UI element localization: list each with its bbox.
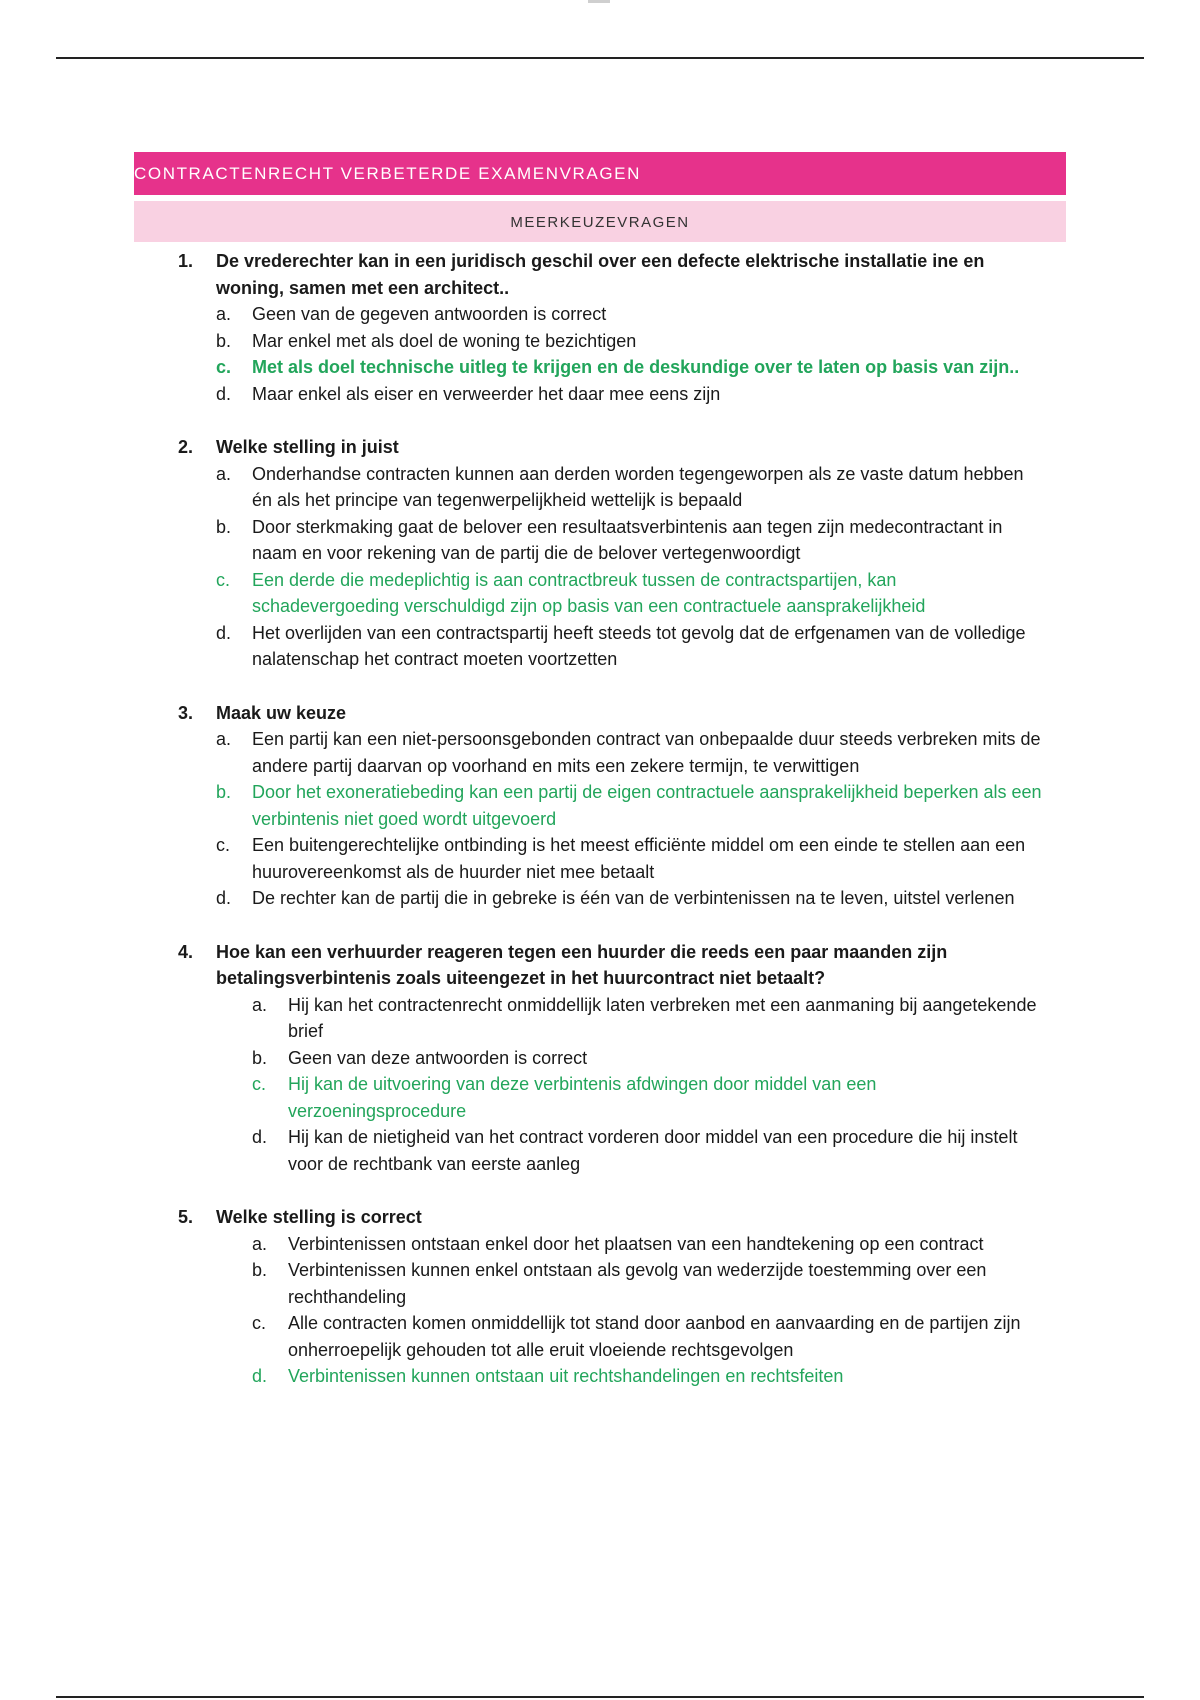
option-text: Maar enkel als eiser en verweerder het daar mee eens zijn (252, 383, 721, 404)
question-number: 4. (178, 941, 194, 962)
option-letter: c. (216, 569, 231, 590)
answer-option-a (0, 726, 1200, 779)
question-text: De vrederechter kan in een juridisch geschil over een defecte elektrische installatie ine en woning, samen met een architect.. (216, 251, 985, 298)
section-subtitle: MEERKEUZEVRAGEN (510, 214, 690, 231)
question-text: Hoe kan een verhuurder reageren tegen een huurder die reeds een paar maanden zijn betalingsverbintenis zoals uiteengezet in het huurcontract niet betaalt? (216, 941, 948, 988)
answer-option-d (0, 381, 1200, 408)
option-letter: c. (216, 835, 231, 855)
option-text: Hij kan het contractenrecht onmiddellijk laten verbreken met een aanmaning bij aangetekende brief (288, 994, 1037, 1041)
answer-option-d (0, 885, 1200, 912)
answer-option-c (0, 1310, 1200, 1363)
question-number: 3. (178, 702, 194, 723)
answer-option-d-correct (0, 1363, 1200, 1390)
option-letter: c. (252, 1074, 267, 1094)
answer-option-b (0, 328, 1200, 355)
answer-option-c (0, 832, 1200, 885)
answer-option-b (0, 1257, 1200, 1310)
question-2 (0, 434, 1200, 673)
question-header (0, 939, 1200, 992)
option-text: Verbintenissen kunnen ontstaan uit rechtshandelingen en rechtsfeiten (288, 1366, 844, 1386)
option-letter: a. (216, 463, 232, 484)
option-text: Een partij kan een niet-persoonsgebonden contract van onbepaalde duur steeds verbreken mits de andere partij daarvan op voorhand en mits een zekere termijn, te verwittigen (252, 729, 1041, 776)
question-number: 5. (178, 1207, 194, 1227)
option-letter: c. (216, 357, 232, 377)
option-text: Door het exoneratiebeding kan een partij de eigen contractuele aansprakelijkheid beperken als een verbintenis niet goed wordt uitgevoerd (252, 782, 1042, 829)
question-text: Maak uw keuze (216, 702, 347, 723)
answer-option-c-correct (0, 567, 1200, 620)
option-letter: b. (216, 516, 232, 537)
document-title: CONTRACTENRECHT VERBETERDE EXAMENVRAGEN (134, 164, 641, 183)
document-title-banner (134, 152, 1066, 195)
answer-option-b (0, 514, 1200, 567)
question-header (0, 1204, 1200, 1231)
footer-rule (56, 1696, 1144, 1698)
option-text: Alle contracten komen onmiddellijk tot stand door aanbod en aanvaarding en de partijen zijn onherroepelijk gehouden tot alle eruit vloeiende rechtsgevolgen (288, 1313, 1021, 1360)
question-4 (0, 939, 1200, 1178)
option-letter: b. (216, 782, 232, 802)
section-subtitle-banner (134, 201, 1066, 242)
question-number: 1. (178, 251, 194, 271)
header-rule (56, 57, 1144, 59)
option-text: Hij kan de uitvoering van deze verbintenis afdwingen door middel van een verzoeningsprocedure (288, 1074, 877, 1121)
question-list (0, 248, 1200, 1390)
answer-option-c-correct (0, 354, 1200, 381)
answer-option-d (0, 1124, 1200, 1177)
answer-option-d (0, 620, 1200, 673)
question-1 (0, 248, 1200, 407)
question-text: Welke stelling is correct (216, 1207, 422, 1227)
option-letter: d. (252, 1366, 268, 1386)
question-5 (0, 1204, 1200, 1390)
option-letter: a. (252, 1233, 268, 1254)
answer-option-a (0, 992, 1200, 1045)
option-text: Mar enkel met als doel de woning te bezichtigen (252, 330, 637, 351)
answer-option-a (0, 461, 1200, 514)
option-letter: c. (252, 1313, 267, 1333)
option-text: De rechter kan de partij die in gebreke is één van de verbintenissen na te leven, uitstel verlenen (252, 888, 1015, 908)
option-letter: a. (216, 729, 232, 749)
option-text: Geen van deze antwoorden is correct (288, 1047, 588, 1068)
answer-option-c-correct (0, 1071, 1200, 1124)
option-letter: d. (216, 888, 232, 908)
option-letter: a. (216, 304, 232, 324)
option-letter: d. (216, 383, 232, 404)
question-header (0, 700, 1200, 727)
option-text: Met als doel technische uitleg te krijgen en de deskundige over te laten op basis van zijn.. (252, 357, 1020, 377)
option-text: Door sterkmaking gaat de belover een resultaatsverbintenis aan tegen zijn medecontractant in naam en voor rekening van de partij die de belover vertegenwoordigt (252, 516, 1003, 563)
answer-option-b-correct (0, 779, 1200, 832)
option-text: Hij kan de nietigheid van het contract vorderen door middel van een procedure die hij instelt voor de rechtbank van eerste aanleg (288, 1127, 1018, 1174)
option-text: Een buitengerechtelijke ontbinding is het meest efficiënte middel om een einde te stellen aan een huurovereenkomst als de huurder niet mee betaalt (252, 835, 1026, 882)
answer-option-a (0, 301, 1200, 328)
page-top-marker (588, 0, 610, 3)
option-text: Verbintenissen kunnen enkel ontstaan als gevolg van wederzijde toestemming over een rechthandeling (288, 1260, 987, 1307)
question-3 (0, 700, 1200, 912)
option-text: Het overlijden van een contractspartij heeft steeds tot gevolg dat de erfgenamen van de volledige nalatenschap het contract moeten voortzetten (252, 622, 1026, 669)
option-letter: d. (216, 622, 232, 643)
answer-option-a (0, 1231, 1200, 1258)
option-letter: b. (252, 1047, 268, 1068)
option-text: Onderhandse contracten kunnen aan derden worden tegengeworpen als ze vaste datum hebben én als het principe van tegenwerpelijkheid wettelijk is bepaald (252, 463, 1024, 510)
question-header (0, 248, 1200, 301)
option-text: Een derde die medeplichtig is aan contractbreuk tussen de contractspartijen, kan schadevergoeding verschuldigd zijn op basis van een contractuele aansprakelijkheid (252, 569, 926, 616)
option-letter: a. (252, 994, 268, 1015)
question-header (0, 434, 1200, 461)
option-text: Geen van de gegeven antwoorden is correct (252, 304, 607, 324)
answer-option-b (0, 1045, 1200, 1072)
option-letter: b. (252, 1260, 268, 1280)
question-text: Welke stelling in juist (216, 437, 399, 457)
option-text: Verbintenissen ontstaan enkel door het plaatsen van een handtekening op een contract (288, 1233, 984, 1254)
question-number: 2. (178, 437, 194, 457)
option-letter: b. (216, 330, 232, 351)
option-letter: d. (252, 1127, 268, 1147)
